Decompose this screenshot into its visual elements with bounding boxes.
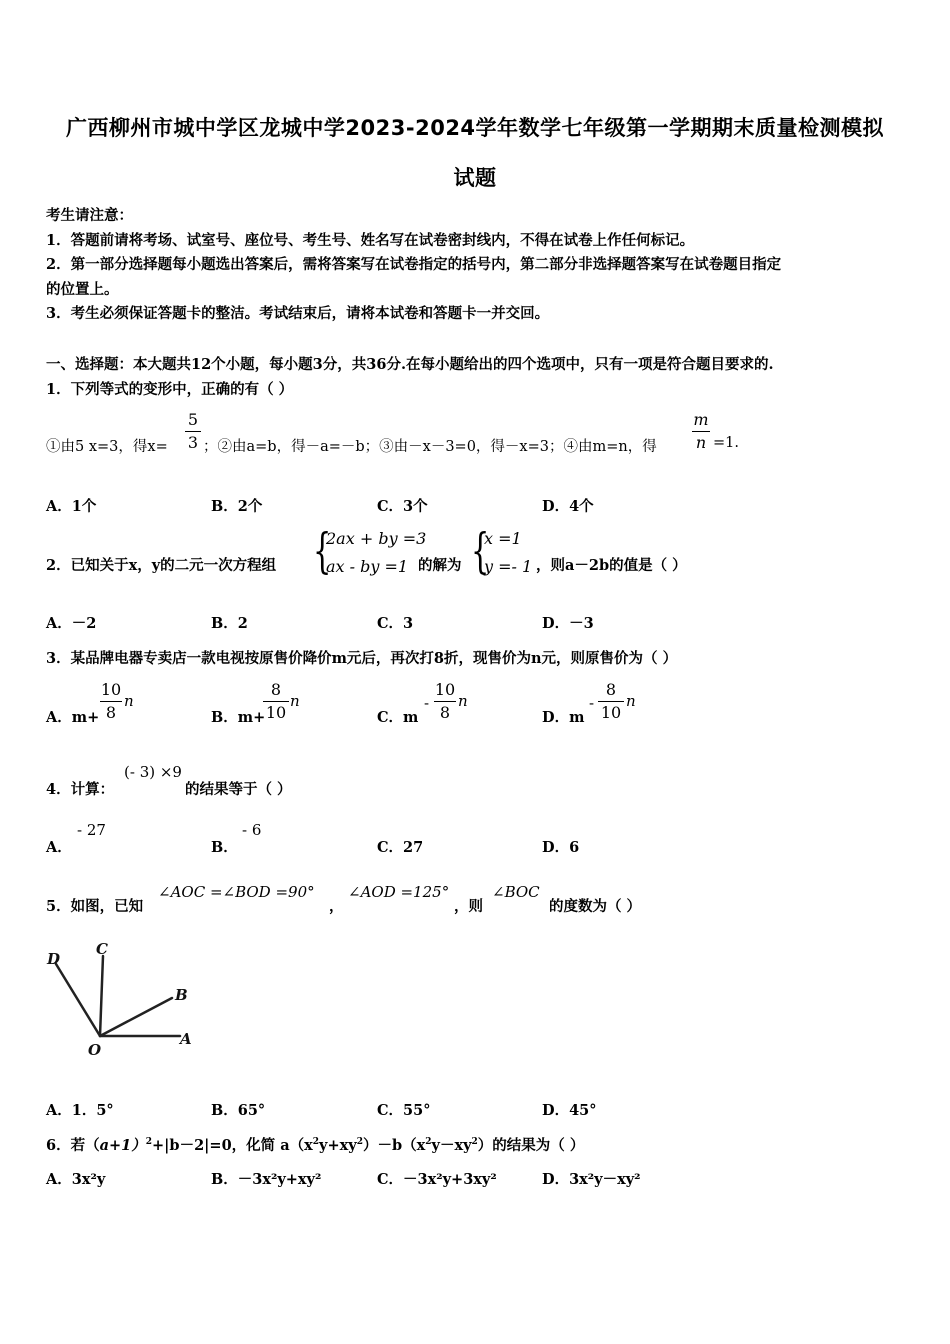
q2-brace-1: { (313, 523, 332, 579)
q6-option-b: B．－3x²y+xy² (211, 1171, 322, 1188)
q1-option-b: B．2个 (211, 498, 263, 515)
q2-solution-1: x =1 (484, 529, 522, 548)
q1-option-d: D．4个 (542, 498, 594, 515)
q2-option-a: A．－2 (46, 615, 97, 632)
q3-option-b-label: B．m+ (211, 709, 266, 726)
ray-oc (100, 956, 103, 1036)
q6-exponent: 2 (312, 1137, 320, 1147)
q5-option-a: A．1．5° (46, 1102, 114, 1119)
q3-option-c-label: C．m (377, 709, 419, 726)
q1-fraction-2-den: n (695, 433, 707, 452)
q5-stem-b: ，则 (454, 898, 483, 915)
q6-option-a: A．3x²y (46, 1171, 106, 1188)
q1-fraction-2-num: m (693, 410, 709, 429)
fraction-bar (434, 701, 456, 702)
q2-option-b: B．2 (211, 615, 248, 632)
q6-exponent: 2 (425, 1137, 432, 1147)
q3-option-d-label: D．m (542, 709, 585, 726)
fraction-numerator: 10 (434, 680, 456, 699)
q3-option-b-fraction (263, 680, 289, 723)
q4-option-b-value: - 6 (242, 821, 262, 839)
section-heading: 一、选择题：本大题共12个小题，每小题3分，共36分.在每小题给出的四个选项中，只有一项是符合题目要求的. (46, 356, 774, 373)
notice-item-3: 3．考生必须保证答题卡的整洁。考试结束后，请将本试卷和答题卡一并交回。 (46, 305, 550, 322)
q6-stem-e: ）－b（x (362, 1137, 426, 1154)
q2-solution-2: y =- 1 (484, 557, 533, 576)
q4-option-d: D．6 (542, 839, 580, 856)
q6-stem-d: y+xy (319, 1137, 357, 1154)
q3-option-c-var: n (458, 692, 468, 710)
q2-option-c: C．3 (377, 615, 414, 632)
notice-heading: 考生请注意： (46, 207, 133, 224)
q1-part-b: ；②由a=b，得－a=－b；③由－x－3=0，得－x=3；④由m=n，得 (203, 439, 657, 455)
fraction-denominator: 8 (105, 703, 117, 722)
notice-item-2a: 2．第一部分选择题每小题选出答案后，需将答案写在试卷指定的括号内，第二部分非选择题答案写在试卷题目指定 (46, 256, 782, 273)
q3-option-d-minus: - (589, 694, 595, 712)
q4-stem-b: 的结果等于（ ） (185, 781, 292, 798)
q5-separator: ， (329, 898, 344, 915)
fraction-denominator: 10 (600, 703, 622, 722)
q6-option-c: C．－3x²y+3xy² (377, 1171, 497, 1188)
q4-option-c: C．27 (377, 839, 424, 856)
fraction-numerator: 10 (100, 680, 122, 699)
q4-expression: (- 3) ×9 (124, 763, 182, 781)
fraction-numerator: 8 (605, 680, 617, 699)
label-d: D (47, 950, 61, 968)
q1-option-a: A．1个 (46, 498, 97, 515)
document-title-line1: 广西柳州市城中学区龙城中学2023-2024学年数学七年级第一学期期末质量检测模拟 (65, 116, 885, 140)
document-title-line2: 试题 (453, 166, 497, 190)
label-b: B (175, 986, 188, 1004)
q6-stem-a: 6．若（ (46, 1137, 100, 1154)
fraction-denominator: 10 (265, 703, 287, 722)
q3-option-d-fraction (598, 680, 624, 723)
label-o: O (88, 1041, 102, 1059)
q2-stem-b: 的解为 (418, 557, 462, 574)
ray-od (56, 964, 100, 1036)
fraction-denominator: 8 (439, 703, 451, 722)
notice-item-2b: 的位置上。 (46, 281, 119, 298)
q6-option-d: D．3x²y－xy² (542, 1171, 641, 1188)
q5-expression-2: ∠AOD =125° (348, 883, 450, 901)
q1-part-c: =1. (713, 435, 739, 451)
q4-option-a-value: - 27 (77, 821, 106, 839)
fraction-bar (263, 701, 289, 702)
q3-option-d-var: n (626, 692, 636, 710)
q6-stem-c: +|b－2|=0，化简 a（x (152, 1137, 313, 1154)
q3-option-a-label: A．m+ (46, 709, 100, 726)
q2-equation-2: ax - by =1 (326, 557, 409, 576)
q6-exponent: 2 (356, 1137, 363, 1147)
fraction-bar (185, 431, 201, 432)
q4-stem-a: 4．计算： (46, 781, 115, 798)
q1-fraction-1-num: 5 (187, 410, 199, 429)
q5-stem-c: 的度数为（ ） (549, 898, 642, 915)
q3-stem: 3．某品牌电器专卖店一款电视按原售价降价m元后，再次打8折，现售价为n元，则原售价为（ ） (46, 650, 678, 667)
q3-option-c-fraction (434, 680, 456, 723)
q1-fraction-1 (185, 410, 201, 453)
q3-option-a-fraction (100, 680, 122, 723)
q6-stem-f: y－xy (431, 1137, 472, 1154)
q4-option-b: B． (211, 839, 238, 856)
fraction-bar (692, 431, 710, 432)
label-c: C (96, 940, 108, 958)
q2-brace-2: { (471, 523, 490, 579)
q6-exponent: 2 (471, 1137, 478, 1147)
q5-stem-a: 5．如图，已知 (46, 898, 144, 915)
fraction-bar (100, 701, 122, 702)
q5-expression-1: ∠AOC =∠BOD =90° (158, 883, 315, 901)
q2-equation-1: 2ax + by =3 (326, 529, 427, 548)
q2-option-d: D．－3 (542, 615, 594, 632)
q6-exponent: 2 (145, 1137, 152, 1147)
fraction-numerator: 8 (270, 680, 282, 699)
q5-option-c: C．55° (377, 1102, 431, 1119)
q3-option-c-minus: - (424, 694, 430, 712)
q1-fraction-1-den: 3 (187, 433, 199, 452)
q5-expression-3: ∠BOC (492, 883, 540, 901)
notice-item-1: 1．答题前请将考场、试室号、座位号、考生号、姓名写在试卷密封线内，不得在试卷上作任何标记。 (46, 232, 695, 249)
q1-stem: 1．下列等式的变形中，正确的有（ ） (46, 381, 294, 398)
q6-stem (46, 1134, 584, 1155)
fraction-bar (598, 701, 624, 702)
q6-stem-body: a+1） (99, 1137, 146, 1154)
q2-stem-a: 2．已知关于x，y的二元一次方程组 (46, 557, 277, 574)
q4-option-a: A． (46, 839, 72, 856)
q5-option-b: B．65° (211, 1102, 266, 1119)
q6-stem-g: ）的结果为（ ） (477, 1137, 585, 1154)
q1-option-c: C．3个 (377, 498, 428, 515)
q3-option-a-var: n (124, 692, 134, 710)
q5-angle-figure (44, 938, 204, 1060)
q2-stem-c: ，则a－2b的值是（ ） (536, 557, 687, 574)
ray-ob (100, 998, 172, 1036)
label-a: A (180, 1030, 192, 1048)
q5-option-d: D．45° (542, 1102, 597, 1119)
q1-fraction-2 (692, 410, 710, 453)
q1-part-a: ①由5 x=3，得x= (46, 439, 168, 455)
q3-option-b-var: n (290, 692, 300, 710)
